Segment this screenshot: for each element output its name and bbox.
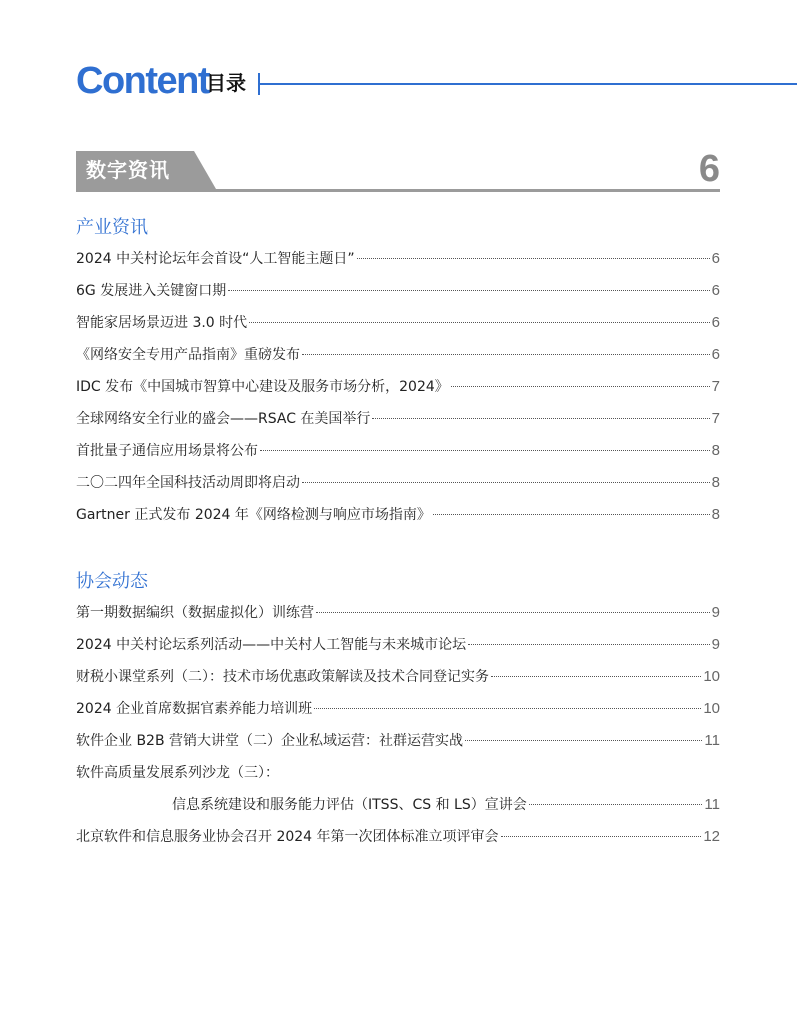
section-title-industry: 产业资讯 xyxy=(76,217,148,238)
dot-leader xyxy=(249,322,709,323)
toc-entry[interactable] xyxy=(76,275,720,307)
toc-entry-page: 6 xyxy=(711,346,720,363)
toc-entry-title: Gartner 正式发布 2024 年《网络检测与响应市场指南》 xyxy=(76,507,431,523)
toc-entry-title: 第一期数据编织（数据虚拟化）训练营 xyxy=(76,605,314,621)
toc-entry-page: 12 xyxy=(703,828,720,845)
dot-leader xyxy=(357,258,710,259)
toc-entry[interactable] xyxy=(76,371,720,403)
toc-entry-title: 智能家居场景迈进 3.0 时代 xyxy=(76,315,248,331)
toc-entry-page: 8 xyxy=(711,474,720,491)
toc-entry[interactable] xyxy=(76,307,720,339)
toc-list-association xyxy=(76,597,720,853)
dot-leader xyxy=(228,290,709,291)
toc-entry-title: 2024 企业首席数据官素养能力培训班 xyxy=(76,701,313,717)
toc-entry-page: 7 xyxy=(711,410,720,427)
toc-entry-page: 7 xyxy=(711,378,720,395)
toc-list-industry xyxy=(76,243,720,531)
toc-entry-title: 《网络安全专用产品指南》重磅发布 xyxy=(76,347,300,363)
dot-leader xyxy=(468,644,710,645)
toc-entry-page: 11 xyxy=(704,732,720,749)
dot-leader xyxy=(491,676,701,677)
toc-entry[interactable] xyxy=(76,821,720,853)
toc-entry-page: 10 xyxy=(703,700,720,717)
toc-entry[interactable] xyxy=(76,243,720,275)
section-title-association: 协会动态 xyxy=(76,571,148,592)
toc-entry-title: 首批量子通信应用场景将公布 xyxy=(76,443,258,459)
toc-entry-page: 6 xyxy=(711,314,720,331)
dot-leader xyxy=(302,482,710,483)
toc-entry-title: 2024 中关村论坛系列活动——中关村人工智能与未来城市论坛 xyxy=(76,637,467,653)
dot-leader xyxy=(433,514,710,515)
dot-leader xyxy=(372,418,709,419)
toc-entry-title: 全球网络安全行业的盛会——RSAC 在美国举行 xyxy=(76,411,371,427)
toc-entry-title: 6G 发展进入关键窗口期 xyxy=(76,283,227,299)
toc-entry-page: 6 xyxy=(711,282,720,299)
toc-entry[interactable] xyxy=(76,339,720,371)
chapter-rule xyxy=(76,189,720,192)
toc-title-cn: 目录 xyxy=(206,71,246,95)
toc-entry[interactable] xyxy=(76,435,720,467)
toc-entry-title: 二〇二四年全国科技活动周即将启动 xyxy=(76,475,300,491)
toc-entry[interactable] xyxy=(76,725,720,757)
chapter-band[interactable] xyxy=(76,148,720,193)
toc-entry-title: 2024 中关村论坛年会首设“人工智能主题日” xyxy=(76,251,355,267)
toc-entry[interactable] xyxy=(76,467,720,499)
toc-entry-page: 6 xyxy=(711,250,720,267)
dot-leader xyxy=(501,836,702,837)
chapter-title: 数字资讯 xyxy=(86,158,170,182)
toc-entry-page: 10 xyxy=(703,668,720,685)
toc-entry-title: 财税小课堂系列（二）：技术市场优惠政策解读及技术合同登记实务 xyxy=(76,669,489,685)
dot-leader xyxy=(302,354,710,355)
dot-leader xyxy=(451,386,710,387)
toc-entry-page: 9 xyxy=(711,604,720,621)
toc-entry-title: IDC 发布《中国城市智算中心建设及服务市场分析，2024》 xyxy=(76,379,449,395)
toc-entry-title: 软件高质量发展系列沙龙（三）： xyxy=(76,765,279,781)
toc-entry-page: 11 xyxy=(704,796,720,813)
dot-leader xyxy=(316,612,710,613)
dot-leader xyxy=(465,740,702,741)
toc-entry[interactable] xyxy=(76,499,720,531)
header-rule xyxy=(259,83,797,85)
dot-leader xyxy=(260,450,710,451)
toc-entry-page: 8 xyxy=(711,506,720,523)
dot-leader xyxy=(314,708,701,709)
toc-entry[interactable] xyxy=(76,629,720,661)
toc-header xyxy=(76,58,797,108)
toc-entry[interactable] xyxy=(76,661,720,693)
toc-entry[interactable] xyxy=(76,403,720,435)
toc-entry-title: 北京软件和信息服务业协会召开 2024 年第一次团体标准立项评审会 xyxy=(76,829,499,845)
toc-entry-title: 软件企业 B2B 营销大讲堂（二）企业私域运营：社群运营实战 xyxy=(76,733,464,749)
toc-entry-title: 信息系统建设和服务能力评估（ITSS、CS 和 LS）宣讲会 xyxy=(172,797,527,813)
toc-entry-page: 8 xyxy=(711,442,720,459)
chapter-page-number: 6 xyxy=(698,148,720,190)
toc-entry[interactable] xyxy=(76,789,720,821)
toc-entry[interactable] xyxy=(76,693,720,725)
toc-entry-page: 9 xyxy=(711,636,720,653)
toc-entry[interactable] xyxy=(76,597,720,629)
toc-entry-heading[interactable] xyxy=(76,757,720,789)
dot-leader xyxy=(529,804,703,805)
content-title: Content xyxy=(76,60,210,102)
